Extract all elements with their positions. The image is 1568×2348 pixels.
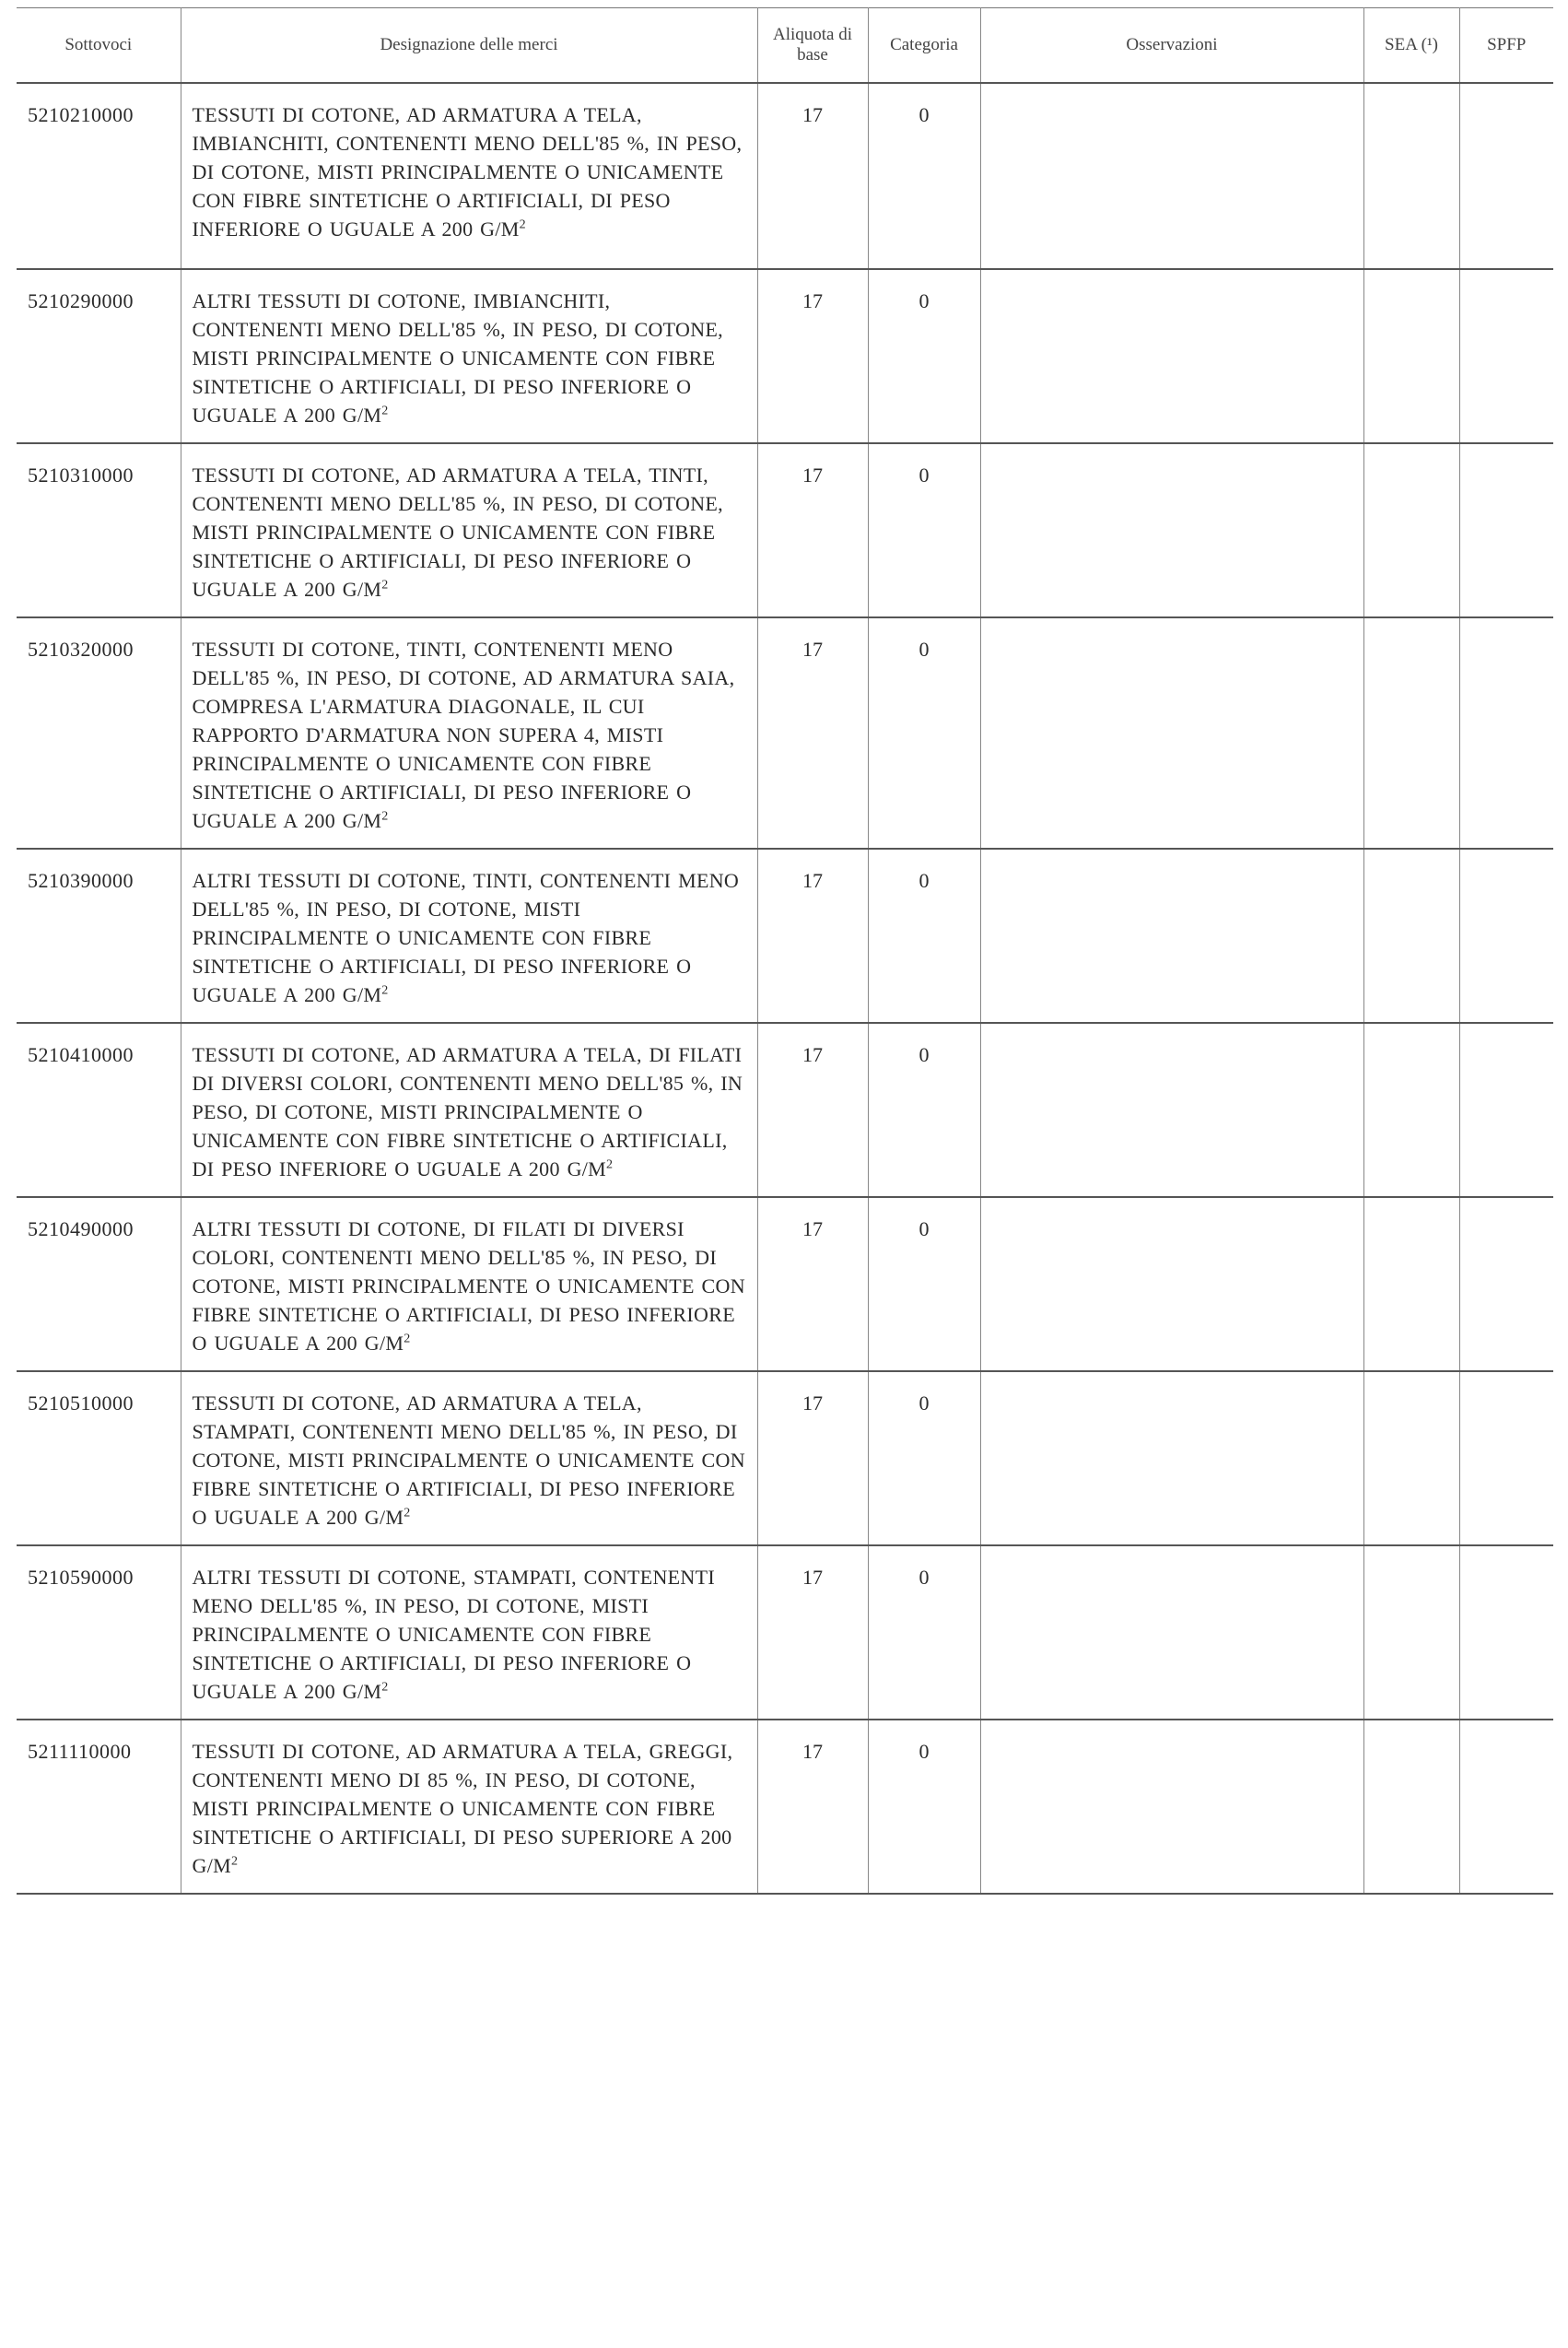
table-row [17, 1720, 1553, 1894]
description-text: TESSUTI DI COTONE, AD ARMATURA A TELA, IMBIANCHITI, CONTENENTI MENO DELL'85 %, IN PESO, DI COTONE, MISTI PRINCIPALMENTE O UNICAMENTE CON FIBRE SINTETICHE O ARTIFICIALI, DI PESO INFERIORE O UGUALE A 200 G/M [192, 103, 743, 241]
table-row [17, 617, 1553, 849]
unit-superscript: 2 [381, 578, 389, 593]
cell-observations [980, 443, 1363, 617]
cell-base-rate: 17 [757, 617, 868, 849]
cell-observations [980, 849, 1363, 1023]
table-row [17, 1197, 1553, 1371]
cell-base-rate: 17 [757, 1023, 868, 1197]
header-observations: Osservazioni [980, 8, 1363, 84]
cell-code: 5210210000 [17, 83, 181, 269]
cell-description [181, 83, 757, 269]
cell-sea [1363, 83, 1459, 269]
cell-sea [1363, 849, 1459, 1023]
table-row [17, 1545, 1553, 1720]
table-row [17, 443, 1553, 617]
cell-description [181, 1023, 757, 1197]
unit-superscript: 2 [381, 404, 389, 418]
cell-sea [1363, 1720, 1459, 1894]
header-base-rate: Aliquota di base [757, 8, 868, 84]
description-text: ALTRI TESSUTI DI COTONE, IMBIANCHITI, CONTENENTI MENO DELL'85 %, IN PESO, DI COTONE, MISTI PRINCIPALMENTE O UNICAMENTE CON FIBRE SINTETICHE O ARTIFICIALI, DI PESO INFERIORE O UGUALE A 200 G/M [192, 289, 723, 427]
cell-base-rate: 17 [757, 1720, 868, 1894]
table-body [17, 83, 1553, 1894]
cell-spfp [1459, 1371, 1553, 1545]
cell-sea [1363, 443, 1459, 617]
cell-spfp [1459, 1197, 1553, 1371]
cell-observations [980, 617, 1363, 849]
cell-observations [980, 1720, 1363, 1894]
cell-spfp [1459, 269, 1553, 443]
cell-sea [1363, 1545, 1459, 1720]
cell-description [181, 269, 757, 443]
cell-category: 0 [868, 1197, 980, 1371]
unit-superscript: 2 [381, 809, 389, 824]
description-text: TESSUTI DI COTONE, TINTI, CONTENENTI MENO DELL'85 %, IN PESO, DI COTONE, AD ARMATURA SAIA, COMPRESA L'ARMATURA DIAGONALE, IL CUI RAPPORTO D'ARMATURA NON SUPERA 4, MISTI PRINCIPALMENTE O UNICAMENTE CON FIBRE SINTETICHE O ARTIFICIALI, DI PESO INFERIORE O UGUALE A 200 G/M [192, 638, 735, 832]
cell-spfp [1459, 617, 1553, 849]
cell-sea [1363, 617, 1459, 849]
unit-superscript: 2 [404, 1506, 411, 1520]
cell-code: 5211110000 [17, 1720, 181, 1894]
cell-code: 5210310000 [17, 443, 181, 617]
cell-base-rate: 17 [757, 269, 868, 443]
cell-base-rate: 17 [757, 849, 868, 1023]
cell-spfp [1459, 849, 1553, 1023]
cell-observations [980, 269, 1363, 443]
unit-superscript: 2 [606, 1157, 614, 1172]
header-row [17, 8, 1553, 84]
description-text: TESSUTI DI COTONE, AD ARMATURA A TELA, GREGGI, CONTENENTI MENO DI 85 %, IN PESO, DI COTONE, MISTI PRINCIPALMENTE O UNICAMENTE CON FIBRE SINTETICHE O ARTIFICIALI, DI PESO SUPERIORE A 200 G/M [192, 1740, 733, 1877]
cell-base-rate: 17 [757, 443, 868, 617]
unit-superscript: 2 [519, 217, 526, 232]
cell-spfp [1459, 443, 1553, 617]
cell-sea [1363, 1197, 1459, 1371]
cell-observations [980, 83, 1363, 269]
cell-spfp [1459, 83, 1553, 269]
header-spfp: SPFP [1459, 8, 1553, 84]
cell-category: 0 [868, 1545, 980, 1720]
cell-spfp [1459, 1720, 1553, 1894]
tariff-table [17, 7, 1553, 1895]
cell-code: 5210510000 [17, 1371, 181, 1545]
cell-description [181, 1545, 757, 1720]
cell-base-rate: 17 [757, 83, 868, 269]
table-row [17, 1023, 1553, 1197]
cell-description [181, 617, 757, 849]
cell-description [181, 849, 757, 1023]
cell-description [181, 1371, 757, 1545]
cell-code: 5210290000 [17, 269, 181, 443]
table-row [17, 1371, 1553, 1545]
header-code: Sottovoci [17, 8, 181, 84]
cell-base-rate: 17 [757, 1197, 868, 1371]
cell-observations [980, 1545, 1363, 1720]
cell-category: 0 [868, 1023, 980, 1197]
unit-superscript: 2 [381, 1680, 389, 1695]
header-sea: SEA (¹) [1363, 8, 1459, 84]
cell-category: 0 [868, 269, 980, 443]
table-row [17, 849, 1553, 1023]
cell-category: 0 [868, 83, 980, 269]
unit-superscript: 2 [381, 983, 389, 998]
cell-description [181, 1197, 757, 1371]
unit-superscript: 2 [230, 1854, 239, 1869]
header-description: Designazione delle merci [181, 8, 757, 84]
cell-category: 0 [868, 1720, 980, 1894]
description-text: TESSUTI DI COTONE, AD ARMATURA A TELA, DI FILATI DI DIVERSI COLORI, CONTENENTI MENO DELL'85 %, IN PESO, DI COTONE, MISTI PRINCIPALMENTE O UNICAMENTE CON FIBRE SINTETICHE O ARTIFICIALI, DI PESO INFERIORE O UGUALE A 200 G/M [192, 1043, 743, 1180]
cell-code: 5210490000 [17, 1197, 181, 1371]
cell-code: 5210320000 [17, 617, 181, 849]
description-text: TESSUTI DI COTONE, AD ARMATURA A TELA, TINTI, CONTENENTI MENO DELL'85 %, IN PESO, DI COTONE, MISTI PRINCIPALMENTE O UNICAMENTE CON FIBRE SINTETICHE O ARTIFICIALI, DI PESO INFERIORE O UGUALE A 200 G/M [192, 464, 723, 601]
cell-sea [1363, 1023, 1459, 1197]
description-text: ALTRI TESSUTI DI COTONE, STAMPATI, CONTENENTI MENO DELL'85 %, IN PESO, DI COTONE, MISTI PRINCIPALMENTE O UNICAMENTE CON FIBRE SINTETICHE O ARTIFICIALI, DI PESO INFERIORE O UGUALE A 200 G/M [192, 1566, 715, 1703]
cell-code: 5210590000 [17, 1545, 181, 1720]
description-text: ALTRI TESSUTI DI COTONE, TINTI, CONTENENTI MENO DELL'85 %, IN PESO, DI COTONE, MISTI PRINCIPALMENTE O UNICAMENTE CON FIBRE SINTETICHE O ARTIFICIALI, DI PESO INFERIORE O UGUALE A 200 G/M [192, 869, 740, 1006]
cell-category: 0 [868, 849, 980, 1023]
cell-observations [980, 1371, 1363, 1545]
cell-observations [980, 1197, 1363, 1371]
cell-description [181, 443, 757, 617]
cell-spfp [1459, 1023, 1553, 1197]
unit-superscript: 2 [404, 1332, 411, 1346]
cell-category: 0 [868, 1371, 980, 1545]
description-text: TESSUTI DI COTONE, AD ARMATURA A TELA, STAMPATI, CONTENENTI MENO DELL'85 %, IN PESO, DI COTONE, MISTI PRINCIPALMENTE O UNICAMENTE CON FIBRE SINTETICHE O ARTIFICIALI, DI PESO INFERIORE O UGUALE A 200 G/M [192, 1391, 745, 1529]
cell-description [181, 1720, 757, 1894]
cell-base-rate: 17 [757, 1545, 868, 1720]
table-header [17, 8, 1553, 84]
cell-base-rate: 17 [757, 1371, 868, 1545]
cell-observations [980, 1023, 1363, 1197]
description-text: ALTRI TESSUTI DI COTONE, DI FILATI DI DIVERSI COLORI, CONTENENTI MENO DELL'85 %, IN PESO, DI COTONE, MISTI PRINCIPALMENTE O UNICAMENTE CON FIBRE SINTETICHE O ARTIFICIALI, DI PESO INFERIORE O UGUALE A 200 G/M [192, 1217, 745, 1355]
table-row [17, 83, 1553, 269]
table-row [17, 269, 1553, 443]
cell-sea [1363, 1371, 1459, 1545]
cell-category: 0 [868, 443, 980, 617]
cell-category: 0 [868, 617, 980, 849]
header-category: Categoria [868, 8, 980, 84]
cell-sea [1363, 269, 1459, 443]
cell-code: 5210390000 [17, 849, 181, 1023]
cell-code: 5210410000 [17, 1023, 181, 1197]
cell-spfp [1459, 1545, 1553, 1720]
